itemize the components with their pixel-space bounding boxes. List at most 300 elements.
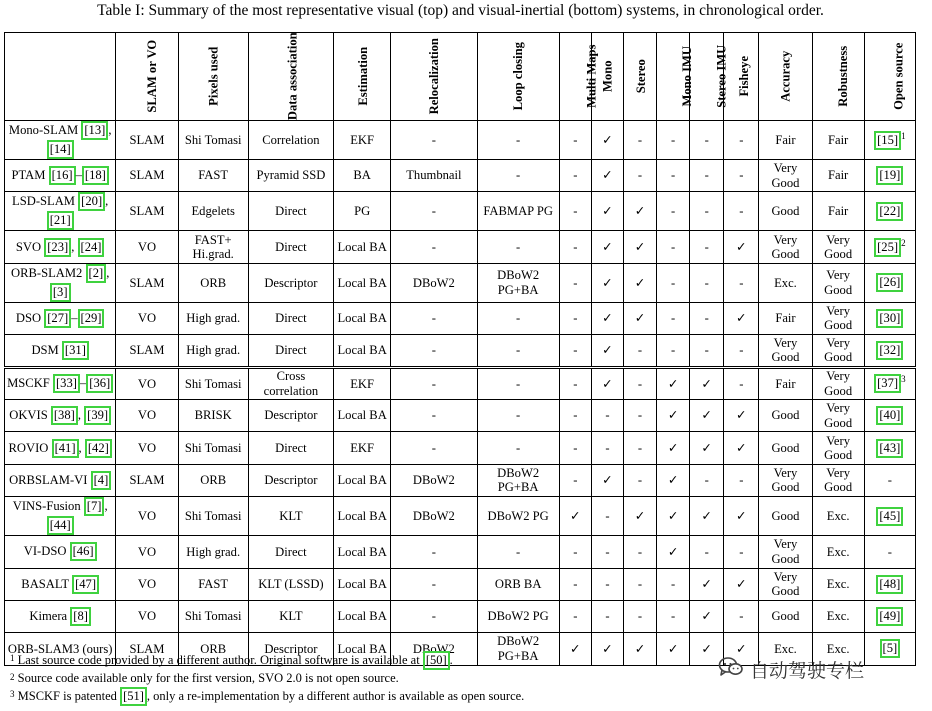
table-cell: - — [559, 464, 591, 496]
open-source-cell — [864, 464, 915, 496]
table-cell: - — [559, 231, 591, 263]
table-cell: - — [559, 335, 591, 367]
header-cell — [623, 33, 656, 121]
table-cell: Very Good — [759, 568, 812, 600]
table-cell: ✓ — [559, 633, 591, 665]
citation-link[interactable]: [15] — [874, 131, 901, 150]
citation-link[interactable]: [51] — [120, 687, 147, 706]
table-cell: Very Good — [812, 464, 864, 496]
table-cell: - — [623, 464, 656, 496]
citation-link[interactable]: [45] — [876, 507, 903, 526]
table-row — [5, 568, 916, 600]
citation-link[interactable]: [42] — [85, 439, 112, 458]
table-cell: FAST — [178, 568, 248, 600]
system-name: Kimera — [29, 609, 68, 624]
table-cell: Exc. — [812, 568, 864, 600]
table-cell: - — [724, 464, 759, 496]
table-cell: ✓ — [591, 633, 623, 665]
table-cell: - — [724, 160, 759, 192]
table-cell: Local BA — [334, 231, 391, 263]
table-cell: Edgelets — [178, 192, 248, 231]
table-cell: - — [657, 302, 690, 334]
citation-link[interactable]: [25] — [874, 238, 901, 257]
table-row — [5, 497, 916, 536]
citation-link[interactable]: [23] — [44, 238, 71, 257]
table-caption: Table I: Summary of the most representative visual (top) and visual-inertial (bottom) systems, in chronological order. — [97, 2, 824, 19]
table-cell: - — [724, 263, 759, 302]
table-cell: ✓ — [690, 367, 724, 399]
table-cell: - — [657, 335, 690, 367]
table-cell: PG — [334, 192, 391, 231]
table-cell: Descriptor — [248, 633, 333, 665]
table-cell: Very Good — [759, 231, 812, 263]
header-cell — [724, 33, 759, 121]
table-cell: KLT (LSSD) — [248, 568, 333, 600]
table-cell: Pyramid SSD — [248, 160, 333, 192]
table-cell: - — [591, 497, 623, 536]
table-cell: VO — [116, 432, 178, 464]
footnote-tail: . — [449, 653, 453, 667]
system-name: DSO — [15, 310, 42, 325]
open-source-cell — [864, 568, 915, 600]
citation-link[interactable]: [7] — [84, 497, 105, 516]
table-cell: Direct — [248, 536, 333, 568]
table-cell: Local BA — [334, 497, 391, 536]
table-cell: Exc. — [759, 633, 812, 665]
table-cell: - — [724, 367, 759, 399]
citation-link[interactable]: [48] — [876, 575, 903, 594]
header-cell — [690, 33, 729, 121]
table-cell: Direct — [248, 192, 333, 231]
table-cell: Shi Tomasi — [178, 600, 248, 632]
system-cell — [5, 302, 116, 334]
system-name: VINS-Fusion — [12, 499, 81, 514]
citation-link[interactable]: [8] — [70, 607, 91, 626]
footnote-number: 3 — [10, 689, 15, 699]
table-cell: - — [623, 399, 656, 431]
footnote-tail: , only a re-implementation by a different author is available as open source. — [146, 689, 525, 703]
citation-link[interactable]: [50] — [423, 651, 450, 670]
citation-link[interactable]: [46] — [70, 542, 97, 561]
table-cell: Very Good — [812, 263, 864, 302]
table-cell: Descriptor — [248, 399, 333, 431]
table-cell: - — [559, 568, 591, 600]
table-cell: VO — [116, 536, 178, 568]
table-cell: Descriptor — [248, 263, 333, 302]
footnote-marker: 1 — [901, 130, 906, 141]
ref-separator: – — [71, 310, 78, 325]
table-cell: Fair — [759, 121, 812, 160]
table-cell: KLT — [248, 497, 333, 536]
table-cell: Shi Tomasi — [178, 121, 248, 160]
table-cell: DBoW2 — [391, 263, 477, 302]
header-label: Mono IMU — [680, 46, 695, 107]
system-cell — [5, 121, 116, 160]
table-cell: - — [623, 600, 656, 632]
table-cell: Very Good — [812, 302, 864, 334]
table-cell: Direct — [248, 432, 333, 464]
table-cell: Exc. — [812, 633, 864, 665]
table-cell: SLAM — [116, 192, 178, 231]
table-cell: - — [690, 160, 724, 192]
system-cell — [5, 335, 116, 367]
table-cell: - — [559, 160, 591, 192]
table-cell: EKF — [334, 121, 391, 160]
table-cell: - — [391, 121, 477, 160]
table-cell: VO — [116, 302, 178, 334]
header-cell — [391, 33, 477, 121]
table-cell: BA — [334, 160, 391, 192]
table-cell: - — [559, 432, 591, 464]
table-cell: ✓ — [623, 192, 656, 231]
table-cell: DBoW2 PG — [477, 600, 559, 632]
table-cell: EKF — [334, 432, 391, 464]
table-cell: - — [657, 192, 690, 231]
table-row — [5, 536, 916, 568]
citation-link[interactable]: [33] — [53, 374, 80, 393]
table-cell: ✓ — [591, 160, 623, 192]
table-row — [5, 399, 916, 431]
citation-link[interactable]: [37] — [874, 374, 901, 393]
citation-link[interactable]: [32] — [876, 341, 903, 360]
table-cell: - — [559, 121, 591, 160]
table-cell: SLAM — [116, 160, 178, 192]
system-name: VI-DSO — [23, 544, 67, 559]
footnote-number: 2 — [10, 672, 15, 682]
table-cell: - — [559, 536, 591, 568]
footnote-text: Source code available only for the first version, SVO 2.0 is not open source. — [17, 671, 399, 685]
table-cell: High grad. — [178, 302, 248, 334]
footnote-text: Last source code provided by a different author. Original software is available at — [17, 653, 423, 667]
system-cell — [5, 263, 116, 302]
table-cell: ORB — [178, 464, 248, 496]
header-cell — [812, 33, 864, 121]
table-cell: FABMAP PG — [477, 192, 559, 231]
table-cell: BRISK — [178, 399, 248, 431]
table-cell: ✓ — [724, 231, 759, 263]
table-cell: - — [391, 192, 477, 231]
table-cell: Direct — [248, 302, 333, 334]
table-cell: ✓ — [591, 231, 623, 263]
citation-link[interactable]: [2] — [86, 264, 107, 283]
table-cell: ✓ — [657, 464, 690, 496]
citation-link[interactable]: [14] — [47, 140, 74, 159]
ref-separator: , — [77, 408, 85, 423]
header-cell — [178, 33, 248, 121]
table-cell: Very Good — [812, 432, 864, 464]
table-cell: - — [623, 367, 656, 399]
table-cell: Very Good — [759, 536, 812, 568]
table-cell: Fair — [759, 367, 812, 399]
table-cell: Good — [759, 192, 812, 231]
system-name: BASALT — [21, 576, 69, 591]
table-cell: - — [657, 600, 690, 632]
table-cell: - — [559, 302, 591, 334]
table-row — [5, 432, 916, 464]
table-cell: SLAM — [116, 335, 178, 367]
table-cell: - — [391, 536, 477, 568]
citation-link[interactable]: [5] — [880, 639, 901, 658]
table-cell: ✓ — [690, 633, 724, 665]
table-cell: DBoW2 — [391, 464, 477, 496]
table-cell: - — [690, 536, 724, 568]
citation-link[interactable]: [24] — [78, 238, 105, 257]
table-cell: - — [690, 192, 724, 231]
table-row — [5, 263, 916, 302]
citation-link[interactable]: [13] — [81, 121, 108, 140]
header-cell — [116, 33, 178, 121]
table-cell: DBoW2 PG+BA — [477, 464, 559, 496]
header-label: Loop closing — [510, 42, 525, 111]
table-cell: Local BA — [334, 600, 391, 632]
citation-link[interactable]: [27] — [44, 309, 71, 328]
table-cell: - — [559, 399, 591, 431]
citation-link[interactable]: [49] — [876, 607, 903, 626]
table-cell: ✓ — [724, 302, 759, 334]
table-cell: - — [690, 335, 724, 367]
citation-link[interactable]: [29] — [78, 309, 105, 328]
table-cell: - — [559, 192, 591, 231]
header-cell — [334, 33, 391, 121]
table-cell: - — [391, 302, 477, 334]
ref-separator: , — [108, 123, 112, 137]
table-cell: FAST+ Hi.grad. — [178, 231, 248, 263]
open-source-cell — [864, 263, 915, 302]
citation-link[interactable]: [31] — [62, 341, 89, 360]
system-cell — [5, 367, 116, 399]
table-cell: EKF — [334, 367, 391, 399]
system-cell — [5, 399, 116, 431]
header-label: Open source — [891, 42, 906, 111]
table-row — [5, 192, 916, 231]
citation-link[interactable]: [30] — [876, 309, 903, 328]
footnotes — [10, 651, 524, 706]
table-cell: VO — [116, 399, 178, 431]
table-cell: ✓ — [591, 192, 623, 231]
table-cell: - — [391, 231, 477, 263]
table-cell: Very Good — [812, 231, 864, 263]
table-cell: ✓ — [657, 497, 690, 536]
table-cell: Exc. — [812, 497, 864, 536]
citation-link[interactable]: [18] — [82, 166, 109, 185]
table-cell: - — [623, 335, 656, 367]
table-cell: - — [391, 399, 477, 431]
table-cell: Exc. — [759, 263, 812, 302]
header-label: Stereo IMU — [714, 44, 729, 109]
citation-link[interactable]: [22] — [876, 202, 903, 221]
table-cell: Fair — [812, 160, 864, 192]
table-cell: - — [623, 121, 656, 160]
table-cell: - — [559, 600, 591, 632]
table-cell: ✓ — [724, 497, 759, 536]
citation-link[interactable]: [47] — [72, 575, 99, 594]
table-cell: - — [591, 568, 623, 600]
header-label: Fisheye — [737, 56, 752, 97]
open-source-cell — [864, 600, 915, 632]
table-cell: - — [623, 432, 656, 464]
footnote-text: MSCKF is patented — [17, 689, 121, 703]
system-cell — [5, 497, 116, 536]
table-cell: DBoW2 PG+BA — [477, 263, 559, 302]
citation-link[interactable]: [44] — [47, 516, 74, 535]
table-cell: Very Good — [812, 399, 864, 431]
footnote — [10, 651, 524, 670]
citation-link[interactable]: [39] — [84, 406, 111, 425]
open-source-cell — [864, 160, 915, 192]
table-cell: ✓ — [724, 633, 759, 665]
table-cell: Fair — [812, 121, 864, 160]
table-cell: ✓ — [623, 231, 656, 263]
table-cell: - — [477, 335, 559, 367]
table-cell: Fair — [759, 302, 812, 334]
open-source-cell — [864, 432, 915, 464]
citation-link[interactable]: [40] — [876, 406, 903, 425]
header-cell — [477, 33, 559, 121]
open-source-cell — [864, 497, 915, 536]
table-cell: ✓ — [623, 633, 656, 665]
citation-link[interactable]: [19] — [876, 166, 903, 185]
table-cell: Direct — [248, 231, 333, 263]
table-cell: - — [391, 367, 477, 399]
table-cell: ✓ — [623, 497, 656, 536]
table-cell: Good — [759, 432, 812, 464]
table-cell: ✓ — [657, 367, 690, 399]
table-cell: VO — [116, 600, 178, 632]
footnote-marker: 3 — [901, 374, 906, 385]
system-name: MSCKF — [7, 376, 50, 391]
system-cell — [5, 432, 116, 464]
table-row — [5, 302, 916, 334]
citation-link[interactable]: [36] — [86, 374, 113, 393]
ref-separator: – — [79, 376, 87, 391]
table-cell: - — [690, 231, 724, 263]
table-cell: - — [724, 335, 759, 367]
citation-link[interactable]: [26] — [876, 273, 903, 292]
system-name: PTAM — [11, 168, 46, 183]
table-cell: ✓ — [657, 432, 690, 464]
table-cell: Shi Tomasi — [178, 432, 248, 464]
table-cell: Local BA — [334, 633, 391, 665]
table-cell: Shi Tomasi — [178, 367, 248, 399]
table-cell: - — [623, 568, 656, 600]
table-cell: KLT — [248, 600, 333, 632]
table-cell: VO — [116, 497, 178, 536]
header-cell — [248, 33, 333, 121]
system-cell — [5, 160, 116, 192]
open-source-value: - — [887, 544, 892, 559]
table-cell: DBoW2 PG — [477, 497, 559, 536]
footnote — [10, 687, 524, 706]
table-cell: SLAM — [116, 464, 178, 496]
table-cell: - — [690, 121, 724, 160]
citation-link[interactable]: [41] — [52, 439, 79, 458]
table-cell: - — [657, 231, 690, 263]
system-name: DSM — [31, 342, 59, 357]
table-cell: ✓ — [591, 263, 623, 302]
open-source-value: - — [887, 473, 892, 488]
table-cell: - — [391, 600, 477, 632]
table-cell: - — [724, 536, 759, 568]
table-cell: Cross correlation — [248, 367, 333, 399]
table-cell: Very Good — [759, 335, 812, 367]
table-cell: - — [477, 231, 559, 263]
table-cell: FAST — [178, 160, 248, 192]
ref-separator: , — [104, 499, 108, 514]
system-name: LSD-SLAM — [12, 194, 76, 209]
footnote — [10, 670, 524, 687]
table-cell: ✓ — [559, 497, 591, 536]
header-label: Mono — [600, 60, 615, 93]
table-cell: Good — [759, 399, 812, 431]
system-name: ORB-SLAM2 — [10, 265, 83, 280]
header-cell — [864, 33, 915, 121]
open-source-cell — [864, 121, 915, 160]
table-cell: - — [724, 600, 759, 632]
header-system-cell — [5, 33, 116, 121]
citation-link[interactable]: [20] — [78, 192, 105, 211]
table-cell: - — [690, 263, 724, 302]
header-cell — [657, 33, 695, 121]
citation-link[interactable]: [21] — [47, 211, 74, 230]
table-row — [5, 464, 916, 496]
system-cell — [5, 231, 116, 263]
header-row — [5, 33, 916, 121]
header-label: Multi Maps — [584, 44, 599, 109]
table-cell: Shi Tomasi — [178, 497, 248, 536]
table-cell: ✓ — [623, 302, 656, 334]
header-label: Relocalization — [426, 38, 441, 115]
ref-separator: , — [71, 239, 78, 254]
table-cell: DBoW2 — [391, 497, 477, 536]
table-cell: - — [657, 160, 690, 192]
table-cell: - — [623, 160, 656, 192]
table-cell: DBoW2 PG+BA — [477, 633, 559, 665]
table-cell: - — [477, 367, 559, 399]
citation-link[interactable]: [3] — [50, 283, 71, 302]
table-cell: - — [657, 121, 690, 160]
table-cell: High grad. — [178, 335, 248, 367]
table-cell: - — [591, 600, 623, 632]
citation-link[interactable]: [4] — [91, 471, 112, 490]
table-cell: VO — [116, 231, 178, 263]
table-cell: ✓ — [591, 367, 623, 399]
citation-link[interactable]: [16] — [49, 166, 76, 185]
open-source-cell — [864, 302, 915, 334]
table-cell: - — [391, 335, 477, 367]
table-cell: ✓ — [724, 432, 759, 464]
systems-table — [4, 32, 916, 666]
header-label: SLAM or VO — [145, 40, 160, 113]
citation-link[interactable]: [43] — [876, 439, 903, 458]
table-row — [5, 160, 916, 192]
citation-link[interactable]: [38] — [51, 406, 78, 425]
ref-separator: , — [105, 194, 109, 209]
table-cell: SLAM — [116, 121, 178, 160]
table-cell: VO — [116, 367, 178, 399]
table-cell: ✓ — [724, 399, 759, 431]
table-cell: Exc. — [812, 600, 864, 632]
table-cell: - — [559, 367, 591, 399]
table-cell: Thumbnail — [391, 160, 477, 192]
system-name: SVO — [15, 239, 42, 254]
system-name: OKVIS — [9, 408, 48, 423]
ref-separator: – — [75, 168, 82, 183]
table-cell: - — [391, 568, 477, 600]
table-cell: - — [477, 536, 559, 568]
table-cell: - — [477, 160, 559, 192]
table-row — [5, 367, 916, 399]
table-cell: Exc. — [812, 536, 864, 568]
